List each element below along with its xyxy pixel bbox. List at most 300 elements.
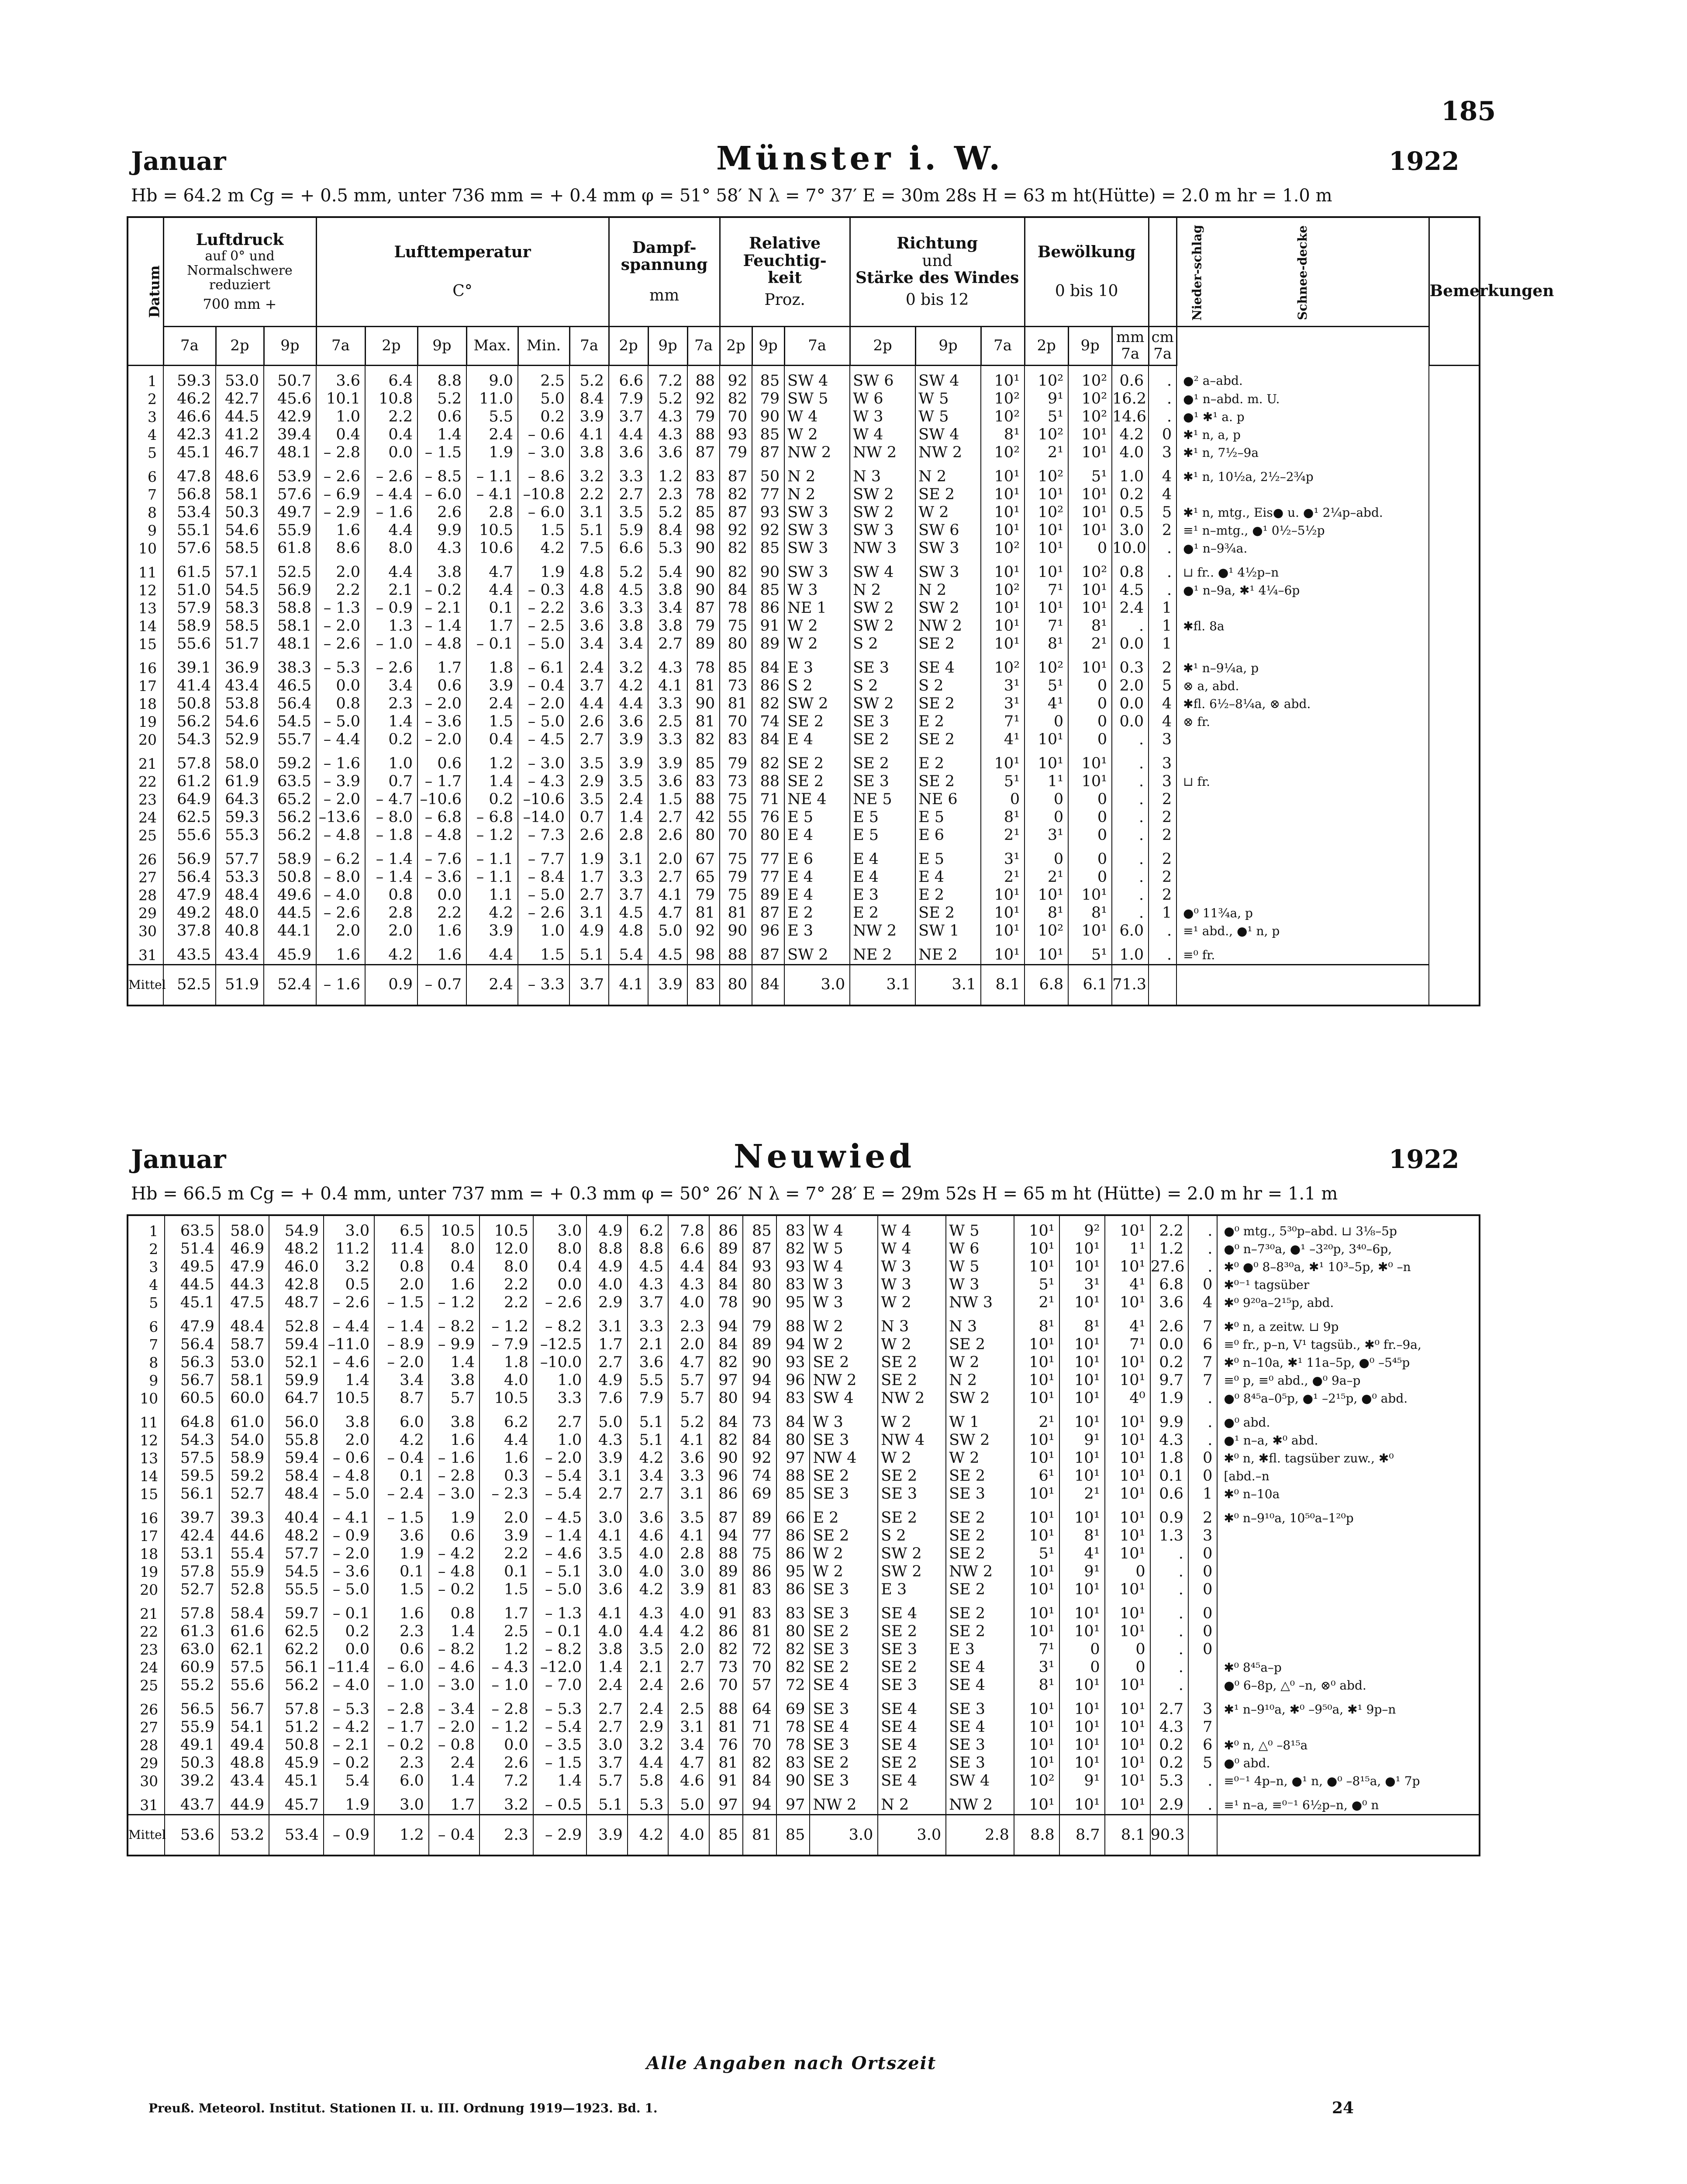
cell-b9: 5¹ bbox=[1068, 940, 1112, 965]
cell-day: 4 bbox=[128, 1276, 165, 1294]
header-tt7: 7a bbox=[316, 326, 365, 365]
cell-b7: 10¹ bbox=[1014, 1389, 1059, 1407]
cell-tmax: 2.5 bbox=[480, 1623, 533, 1641]
cell-b7: 10¹ bbox=[1014, 1694, 1059, 1718]
cell-tmax: – 0.1 bbox=[466, 635, 518, 653]
cell-p9: 54.9 bbox=[269, 1215, 324, 1240]
cell-d7: 5.1 bbox=[586, 1790, 628, 1815]
cell-d9: 2.7 bbox=[648, 635, 687, 653]
cell-d9: 2.0 bbox=[648, 844, 687, 868]
cell-tmin: – 4.5 bbox=[518, 731, 569, 749]
table-row bbox=[128, 791, 1480, 809]
cell-nied: . bbox=[1112, 844, 1149, 868]
cell-tmax: 9.0 bbox=[466, 365, 518, 390]
cell-t7: – 2.0 bbox=[316, 791, 365, 809]
cell-d2: 3.6 bbox=[628, 1503, 669, 1527]
cell-schnee: 0 bbox=[1188, 1623, 1217, 1641]
table-row bbox=[128, 390, 1480, 408]
cell-p2: 52.8 bbox=[219, 1581, 269, 1599]
cell-w7: SW 4 bbox=[810, 1389, 878, 1407]
mean-p9: 52.4 bbox=[264, 964, 316, 1006]
cell-t2: 2.0 bbox=[365, 922, 417, 940]
cell-f9: 85 bbox=[752, 426, 784, 444]
cell-t2: 1.0 bbox=[365, 749, 417, 773]
cell-rem: ●⁰ abd. bbox=[1217, 1407, 1480, 1431]
cell-d7: 5.1 bbox=[569, 522, 609, 539]
cell-f2: 87 bbox=[720, 462, 752, 486]
cell-w7: NW 2 bbox=[784, 444, 850, 462]
cell-w2: W 4 bbox=[878, 1215, 946, 1240]
cell-w2: SE 3 bbox=[878, 1676, 946, 1694]
cell-w2: SE 2 bbox=[878, 1754, 946, 1772]
cell-schnee: . bbox=[1149, 940, 1176, 965]
cell-tmax: 1.4 bbox=[466, 773, 518, 791]
cell-b2: 8¹ bbox=[1059, 1527, 1105, 1545]
cell-d7: 3.6 bbox=[569, 599, 609, 617]
mean-row bbox=[128, 1815, 1480, 1856]
mean-p7: 53.6 bbox=[165, 1815, 219, 1856]
cell-nied: . bbox=[1150, 1599, 1188, 1623]
cell-p7: 45.1 bbox=[163, 444, 216, 462]
cell-d7: 3.1 bbox=[586, 1467, 628, 1485]
cell-d2: 1.4 bbox=[609, 809, 648, 826]
cell-b7: 10¹ bbox=[981, 486, 1025, 504]
cell-b7: 10¹ bbox=[1014, 1372, 1059, 1389]
cell-b2: 0 bbox=[1059, 1659, 1105, 1676]
cell-nied: 3.6 bbox=[1150, 1294, 1188, 1312]
cell-t2: – 1.0 bbox=[374, 1676, 429, 1694]
mean-nied: 71.3 bbox=[1112, 964, 1149, 1006]
cell-d9: 4.1 bbox=[648, 886, 687, 904]
cell-rem bbox=[1176, 731, 1429, 749]
cell-tmax: 1.1 bbox=[466, 886, 518, 904]
cell-t9: 10.5 bbox=[429, 1215, 480, 1240]
cell-d9: 3.4 bbox=[668, 1736, 709, 1754]
cell-w9: NE 6 bbox=[915, 791, 981, 809]
cell-d9: 4.2 bbox=[668, 1623, 709, 1641]
cell-b2: 2¹ bbox=[1025, 868, 1068, 886]
cell-p9: 55.7 bbox=[264, 731, 316, 749]
cell-day: 25 bbox=[128, 826, 163, 844]
cell-w9: SE 2 bbox=[946, 1581, 1014, 1599]
cell-f7: 90 bbox=[687, 539, 720, 557]
cell-w9: W 6 bbox=[946, 1240, 1014, 1258]
mean-d7: 3.9 bbox=[586, 1815, 628, 1856]
cell-w7: SE 2 bbox=[810, 1754, 878, 1772]
cell-d9: 3.0 bbox=[668, 1563, 709, 1581]
cell-w2: E 3 bbox=[850, 886, 915, 904]
cell-p7: 49.5 bbox=[165, 1258, 219, 1276]
cell-d7: 3.8 bbox=[569, 444, 609, 462]
cell-tmax: – 4.3 bbox=[480, 1659, 533, 1676]
cell-rem bbox=[1176, 844, 1429, 868]
cell-w7: SE 2 bbox=[784, 773, 850, 791]
cell-b7: 10¹ bbox=[1014, 1503, 1059, 1527]
cell-d7: 3.1 bbox=[586, 1312, 628, 1336]
cell-schnee: . bbox=[1149, 539, 1176, 557]
cell-b2: 8¹ bbox=[1025, 904, 1068, 922]
cell-t2: – 8.9 bbox=[374, 1336, 429, 1354]
cell-day: 29 bbox=[128, 904, 163, 922]
cell-f2: 93 bbox=[720, 426, 752, 444]
cell-d7: 2.7 bbox=[569, 886, 609, 904]
table-row bbox=[128, 922, 1480, 940]
cell-nied: 1.0 bbox=[1112, 462, 1149, 486]
cell-schnee: . bbox=[1149, 581, 1176, 599]
cell-b2: 10¹ bbox=[1059, 1294, 1105, 1312]
cell-t7: – 2.6 bbox=[316, 904, 365, 922]
cell-b7: 10¹ bbox=[981, 886, 1025, 904]
cell-w9: SE 2 bbox=[946, 1503, 1014, 1527]
cell-f7: 85 bbox=[687, 749, 720, 773]
cell-w9: N 2 bbox=[915, 462, 981, 486]
cell-tmin: 5.0 bbox=[518, 390, 569, 408]
cell-d2: 5.5 bbox=[628, 1372, 669, 1389]
cell-d9: 5.0 bbox=[648, 922, 687, 940]
cell-nied: 0.2 bbox=[1150, 1354, 1188, 1372]
cell-d9: 2.3 bbox=[668, 1312, 709, 1336]
table-row bbox=[128, 653, 1480, 677]
cell-w9: W 5 bbox=[915, 390, 981, 408]
cell-w9: SE 2 bbox=[915, 486, 981, 504]
cell-f2: 93 bbox=[743, 1258, 776, 1276]
cell-nied: 0.2 bbox=[1150, 1736, 1188, 1754]
cell-b2: 10¹ bbox=[1059, 1407, 1105, 1431]
cell-f9: 87 bbox=[752, 444, 784, 462]
cell-t7: – 4.6 bbox=[324, 1354, 374, 1372]
cell-day: 9 bbox=[128, 1372, 165, 1389]
table-row bbox=[128, 1736, 1480, 1754]
cell-f9: 97 bbox=[776, 1449, 810, 1467]
cell-w9: SE 2 bbox=[915, 773, 981, 791]
cell-b2: 10¹ bbox=[1025, 522, 1068, 539]
cell-day: 24 bbox=[128, 1659, 165, 1676]
cell-w9: NW 2 bbox=[915, 617, 981, 635]
cell-t7: – 4.8 bbox=[324, 1467, 374, 1485]
mean-w7: 3.0 bbox=[810, 1815, 878, 1856]
cell-t9: – 3.0 bbox=[429, 1485, 480, 1503]
cell-f7: 97 bbox=[709, 1790, 743, 1815]
table-row bbox=[128, 599, 1480, 617]
cell-f2: 75 bbox=[720, 791, 752, 809]
cell-p2: 46.9 bbox=[219, 1240, 269, 1258]
cell-rem bbox=[1176, 826, 1429, 844]
cell-w9: SE 3 bbox=[946, 1694, 1014, 1718]
cell-t9: 1.4 bbox=[429, 1354, 480, 1372]
cell-tmax: – 4.1 bbox=[466, 486, 518, 504]
cell-f7: 81 bbox=[687, 677, 720, 695]
cell-rem: ⊗ a, abd. bbox=[1176, 677, 1429, 695]
cell-rem: ●⁰ mtg., 5³⁰p–abd. ⊔ 3⅛–5p bbox=[1217, 1215, 1480, 1240]
cell-p2: 59.2 bbox=[219, 1467, 269, 1485]
cell-b7: 10² bbox=[981, 408, 1025, 426]
cell-t9: – 2.0 bbox=[417, 695, 466, 713]
cell-b9: 2¹ bbox=[1068, 635, 1112, 653]
header-temp-unit: C° bbox=[452, 282, 473, 301]
cell-t7: 2.0 bbox=[324, 1431, 374, 1449]
cell-b2: 10¹ bbox=[1059, 1736, 1105, 1754]
cell-p2: 61.0 bbox=[219, 1407, 269, 1431]
cell-f7: 88 bbox=[687, 426, 720, 444]
cell-w2: W 4 bbox=[878, 1240, 946, 1258]
cell-schnee: 7 bbox=[1188, 1372, 1217, 1389]
cell-p7: 57.8 bbox=[165, 1599, 219, 1623]
mean-b7: 8.8 bbox=[1014, 1815, 1059, 1856]
cell-w2: SE 3 bbox=[850, 653, 915, 677]
cell-d2: 2.4 bbox=[628, 1694, 669, 1718]
cell-tmax: 2.2 bbox=[480, 1276, 533, 1294]
cell-t2: 6.5 bbox=[374, 1215, 429, 1240]
cell-d2: 3.4 bbox=[609, 635, 648, 653]
cell-d7: 3.2 bbox=[569, 462, 609, 486]
cell-w9: NW 2 bbox=[946, 1790, 1014, 1815]
cell-b2: 10¹ bbox=[1025, 940, 1068, 965]
cell-nied: 1.2 bbox=[1150, 1240, 1188, 1258]
cell-p9: 39.4 bbox=[264, 426, 316, 444]
cell-schnee: 5 bbox=[1149, 677, 1176, 695]
cell-d2: 4.6 bbox=[628, 1527, 669, 1545]
mean-t7: – 1.6 bbox=[316, 964, 365, 1006]
cell-schnee: . bbox=[1149, 557, 1176, 581]
cell-d2: 4.2 bbox=[609, 677, 648, 695]
cell-p2: 58.3 bbox=[216, 599, 264, 617]
cell-w2: NW 2 bbox=[850, 922, 915, 940]
cell-f2: 83 bbox=[743, 1581, 776, 1599]
cell-f2: 81 bbox=[720, 904, 752, 922]
cell-p9: 48.4 bbox=[269, 1485, 324, 1503]
cell-day: 19 bbox=[128, 713, 163, 731]
cell-w7: SE 2 bbox=[810, 1659, 878, 1676]
cell-w9: SW 6 bbox=[915, 522, 981, 539]
cell-day: 17 bbox=[128, 677, 163, 695]
cell-rem: ✱⁰ n, △⁰ –8¹⁵a bbox=[1217, 1736, 1480, 1754]
header-p9: 9p bbox=[264, 326, 316, 365]
cell-b2: 10² bbox=[1025, 426, 1068, 444]
cell-f2: 89 bbox=[743, 1503, 776, 1527]
header-w7: 7a bbox=[784, 326, 850, 365]
cell-day: 28 bbox=[128, 886, 163, 904]
cell-d2: 4.3 bbox=[628, 1276, 669, 1294]
cell-day: 24 bbox=[128, 809, 163, 826]
cell-w9: S 2 bbox=[915, 677, 981, 695]
cell-f9: 82 bbox=[752, 695, 784, 713]
cell-f9: 85 bbox=[752, 365, 784, 390]
cell-b2: 10¹ bbox=[1059, 1581, 1105, 1599]
cell-f2: 80 bbox=[743, 1276, 776, 1294]
cell-f2: 71 bbox=[743, 1718, 776, 1736]
cell-tmin: – 5.0 bbox=[533, 1581, 587, 1599]
cell-b7: 0 bbox=[981, 791, 1025, 809]
cell-b9: 0 bbox=[1068, 791, 1112, 809]
cell-p7: 54.3 bbox=[165, 1431, 219, 1449]
cell-d9: 7.2 bbox=[648, 365, 687, 390]
cell-schnee: . bbox=[1149, 922, 1176, 940]
cell-d7: 2.9 bbox=[586, 1294, 628, 1312]
cell-f9: 82 bbox=[776, 1240, 810, 1258]
cell-p2: 53.3 bbox=[216, 868, 264, 886]
cell-schnee: 7 bbox=[1188, 1718, 1217, 1736]
cell-t7: 8.6 bbox=[316, 539, 365, 557]
cell-t2: 0.4 bbox=[365, 426, 417, 444]
cell-day: 30 bbox=[128, 922, 163, 940]
cell-t7: 2.0 bbox=[316, 922, 365, 940]
cell-f9: 90 bbox=[776, 1772, 810, 1790]
cell-t7: – 0.9 bbox=[324, 1527, 374, 1545]
table-row bbox=[128, 1336, 1480, 1354]
mean-p7: 52.5 bbox=[163, 964, 216, 1006]
cell-p9: 55.9 bbox=[264, 522, 316, 539]
cell-b2: 0 bbox=[1025, 844, 1068, 868]
cell-d7: 2.7 bbox=[586, 1485, 628, 1503]
cell-f2: 70 bbox=[720, 826, 752, 844]
cell-t2: – 2.6 bbox=[365, 653, 417, 677]
cell-f9: 83 bbox=[776, 1754, 810, 1772]
cell-nied: 2.9 bbox=[1150, 1790, 1188, 1815]
cell-w2: N 3 bbox=[850, 462, 915, 486]
cell-t9: – 4.8 bbox=[417, 635, 466, 653]
cell-w7: W 3 bbox=[810, 1294, 878, 1312]
cell-day: 1 bbox=[128, 1215, 165, 1240]
cell-w9: N 2 bbox=[915, 581, 981, 599]
cell-p7: 56.8 bbox=[163, 486, 216, 504]
cell-tmax: 3.9 bbox=[466, 922, 518, 940]
mean-b7: 8.1 bbox=[981, 964, 1025, 1006]
cell-w2: NW 3 bbox=[850, 539, 915, 557]
cell-t7: 3.6 bbox=[316, 365, 365, 390]
cell-w7: SE 4 bbox=[810, 1676, 878, 1694]
cell-rem: ✱¹ n–9¼a, p bbox=[1176, 653, 1429, 677]
cell-f9: 88 bbox=[776, 1467, 810, 1485]
cell-tmax: 8.0 bbox=[480, 1258, 533, 1276]
mean-b2: 8.7 bbox=[1059, 1815, 1105, 1856]
cell-w2: SW 2 bbox=[850, 486, 915, 504]
header-feucht-l3: keit bbox=[768, 269, 802, 287]
cell-d9: 1.5 bbox=[648, 791, 687, 809]
cell-t2: – 4.7 bbox=[365, 791, 417, 809]
cell-tmax: 2.2 bbox=[480, 1294, 533, 1312]
cell-b7: 2¹ bbox=[1014, 1294, 1059, 1312]
cell-w7: W 2 bbox=[784, 635, 850, 653]
cell-f7: 87 bbox=[687, 599, 720, 617]
cell-b2: 10¹ bbox=[1059, 1449, 1105, 1467]
cell-t7: – 2.1 bbox=[324, 1736, 374, 1754]
cell-nied: 10.0 bbox=[1112, 539, 1149, 557]
cell-w7: NE 1 bbox=[784, 599, 850, 617]
cell-b9: 10¹ bbox=[1105, 1485, 1150, 1503]
cell-p9: 56.2 bbox=[264, 826, 316, 844]
cell-d2: 5.4 bbox=[609, 940, 648, 965]
cell-d7: 4.4 bbox=[569, 695, 609, 713]
cell-p2: 58.0 bbox=[219, 1215, 269, 1240]
cell-b9: 4¹ bbox=[1105, 1312, 1150, 1336]
mean-schnee bbox=[1188, 1815, 1217, 1856]
cell-t2: 0.0 bbox=[365, 444, 417, 462]
table-row bbox=[128, 539, 1480, 557]
cell-f2: 73 bbox=[720, 773, 752, 791]
cell-p7: 55.2 bbox=[165, 1676, 219, 1694]
cell-f9: 72 bbox=[776, 1676, 810, 1694]
cell-p7: 58.9 bbox=[163, 617, 216, 635]
cell-t9: 1.7 bbox=[417, 653, 466, 677]
cell-schnee: 0 bbox=[1188, 1641, 1217, 1659]
cell-f2: 86 bbox=[743, 1563, 776, 1581]
cell-rem: ✱¹ n, 10½a, 2½–2¾p bbox=[1176, 462, 1429, 486]
cell-b7: 6¹ bbox=[1014, 1467, 1059, 1485]
cell-w7: SE 3 bbox=[810, 1581, 878, 1599]
cell-p9: 64.7 bbox=[269, 1389, 324, 1407]
cell-p7: 46.2 bbox=[163, 390, 216, 408]
cell-schnee: 0 bbox=[1188, 1467, 1217, 1485]
cell-rem: ✱¹ n, 7½–9a bbox=[1176, 444, 1429, 462]
cell-p7: 62.5 bbox=[163, 809, 216, 826]
cell-p2: 62.1 bbox=[219, 1641, 269, 1659]
cell-w9: SW 4 bbox=[915, 426, 981, 444]
cell-rem: ✱⁰ n–9¹⁰a, 10⁵⁰a–1²⁰p bbox=[1217, 1503, 1480, 1527]
table-row bbox=[128, 713, 1480, 731]
cell-t2: 2.3 bbox=[374, 1623, 429, 1641]
cell-t9: 3.8 bbox=[429, 1407, 480, 1431]
cell-t9: – 0.8 bbox=[429, 1736, 480, 1754]
cell-w2: SE 4 bbox=[878, 1599, 946, 1623]
cell-w2: SE 3 bbox=[878, 1485, 946, 1503]
cell-day: 30 bbox=[128, 1772, 165, 1790]
cell-d2: 4.5 bbox=[609, 904, 648, 922]
cell-day: 31 bbox=[128, 940, 163, 965]
cell-b2: 10¹ bbox=[1059, 1790, 1105, 1815]
cell-t9: 0.6 bbox=[417, 408, 466, 426]
cell-nied: . bbox=[1112, 749, 1149, 773]
cell-d7: 4.9 bbox=[586, 1372, 628, 1389]
cell-tmin: –12.0 bbox=[533, 1659, 587, 1676]
cell-t7: – 5.0 bbox=[316, 713, 365, 731]
cell-f9: 85 bbox=[752, 539, 784, 557]
cell-w2: E 5 bbox=[850, 826, 915, 844]
cell-b2: 8¹ bbox=[1059, 1312, 1105, 1336]
cell-b9: 0 bbox=[1105, 1641, 1150, 1659]
cell-schnee: 4 bbox=[1149, 486, 1176, 504]
cell-rem: ●¹ n–9a, ✱¹ 4¼–6p bbox=[1176, 581, 1429, 599]
cell-rem: ●¹ ✱¹ a. p bbox=[1176, 408, 1429, 426]
cell-w9: SE 2 bbox=[946, 1336, 1014, 1354]
cell-p9: 56.2 bbox=[269, 1676, 324, 1694]
cell-tmin: – 5.0 bbox=[518, 886, 569, 904]
cell-f7: 88 bbox=[687, 791, 720, 809]
cell-d9: 3.5 bbox=[668, 1503, 709, 1527]
cell-tmin: 1.5 bbox=[518, 940, 569, 965]
cell-rem bbox=[1217, 1527, 1480, 1545]
cell-w9: W 2 bbox=[946, 1449, 1014, 1467]
cell-f9: 82 bbox=[776, 1641, 810, 1659]
cell-f7: 88 bbox=[709, 1694, 743, 1718]
cell-t2: 2.3 bbox=[365, 695, 417, 713]
cell-w7: W 3 bbox=[810, 1276, 878, 1294]
cell-p9: 38.3 bbox=[264, 653, 316, 677]
cell-d7: 0.7 bbox=[569, 809, 609, 826]
cell-d2: 4.4 bbox=[628, 1623, 669, 1641]
cell-d7: 2.7 bbox=[586, 1718, 628, 1736]
cell-t2: – 1.5 bbox=[374, 1503, 429, 1527]
cell-p2: 59.3 bbox=[216, 809, 264, 826]
cell-tmax: 5.5 bbox=[466, 408, 518, 426]
cell-f7: 79 bbox=[687, 617, 720, 635]
cell-t2: 6.0 bbox=[374, 1772, 429, 1790]
cell-f7: 98 bbox=[687, 522, 720, 539]
cell-w9: SE 3 bbox=[946, 1736, 1014, 1754]
cell-b7: 10¹ bbox=[1014, 1431, 1059, 1449]
cell-f2: 84 bbox=[743, 1431, 776, 1449]
cell-w7: NW 2 bbox=[810, 1790, 878, 1815]
cell-schnee bbox=[1188, 1659, 1217, 1676]
